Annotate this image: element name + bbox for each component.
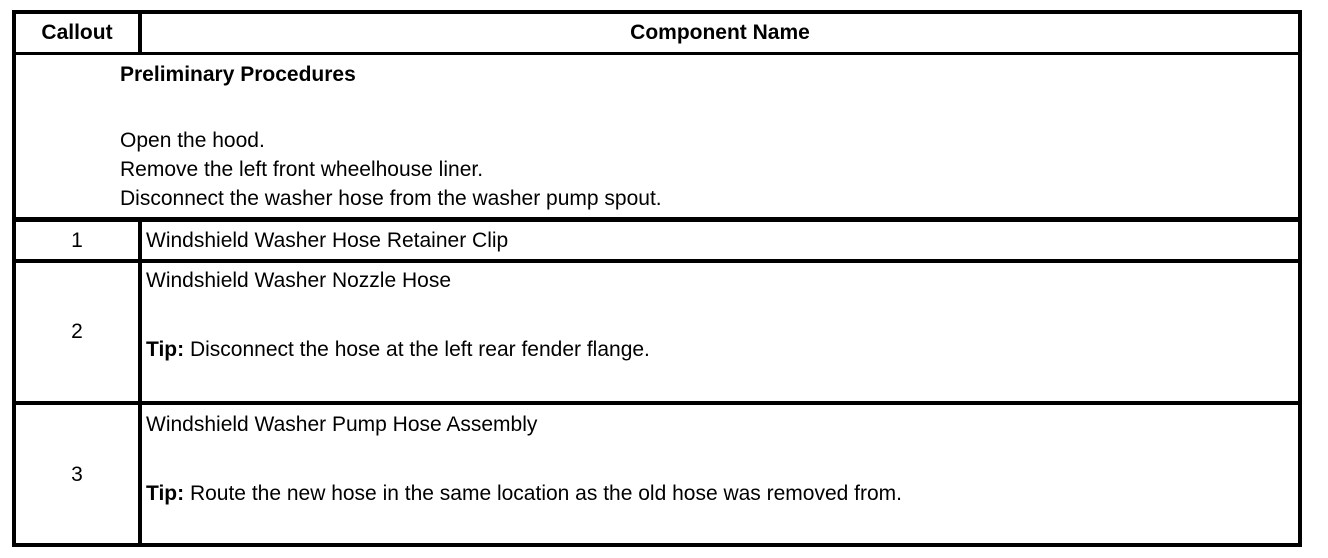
- preliminary-step: Open the hood.: [120, 129, 265, 152]
- row-divider: [16, 401, 1298, 405]
- tip-text: [146, 479, 902, 508]
- component-name: Windshield Washer Nozzle Hose: [146, 269, 452, 292]
- component-name-header: Component Name: [630, 21, 810, 44]
- callout-number: 3: [71, 463, 83, 486]
- row-divider: [16, 217, 1298, 222]
- tip-label: Tip:: [146, 482, 185, 505]
- callout-header: Callout: [41, 21, 113, 44]
- tip-body: Route the new hose in the same location as the old hose was removed from.: [184, 482, 903, 505]
- row-divider: [16, 52, 1298, 55]
- callout-number: 1: [71, 228, 83, 252]
- preliminary-step: Disconnect the washer hose from the washer pump spout.: [120, 187, 662, 210]
- callout-number: 2: [71, 320, 83, 343]
- tip-body: Disconnect the hose at the left rear fender flange.: [184, 338, 650, 361]
- column-divider: [138, 222, 142, 547]
- preliminary-title: Preliminary Procedures: [120, 63, 356, 86]
- preliminary-procedures: [120, 60, 662, 213]
- preliminary-step: Remove the left front wheelhouse liner.: [120, 158, 484, 181]
- procedure-table: [12, 10, 1302, 547]
- tip-text: [146, 335, 650, 364]
- row-divider: [16, 259, 1298, 263]
- component-name: Windshield Washer Hose Retainer Clip: [146, 229, 509, 252]
- tip-label: Tip:: [146, 338, 185, 361]
- component-name: Windshield Washer Pump Hose Assembly: [146, 413, 538, 436]
